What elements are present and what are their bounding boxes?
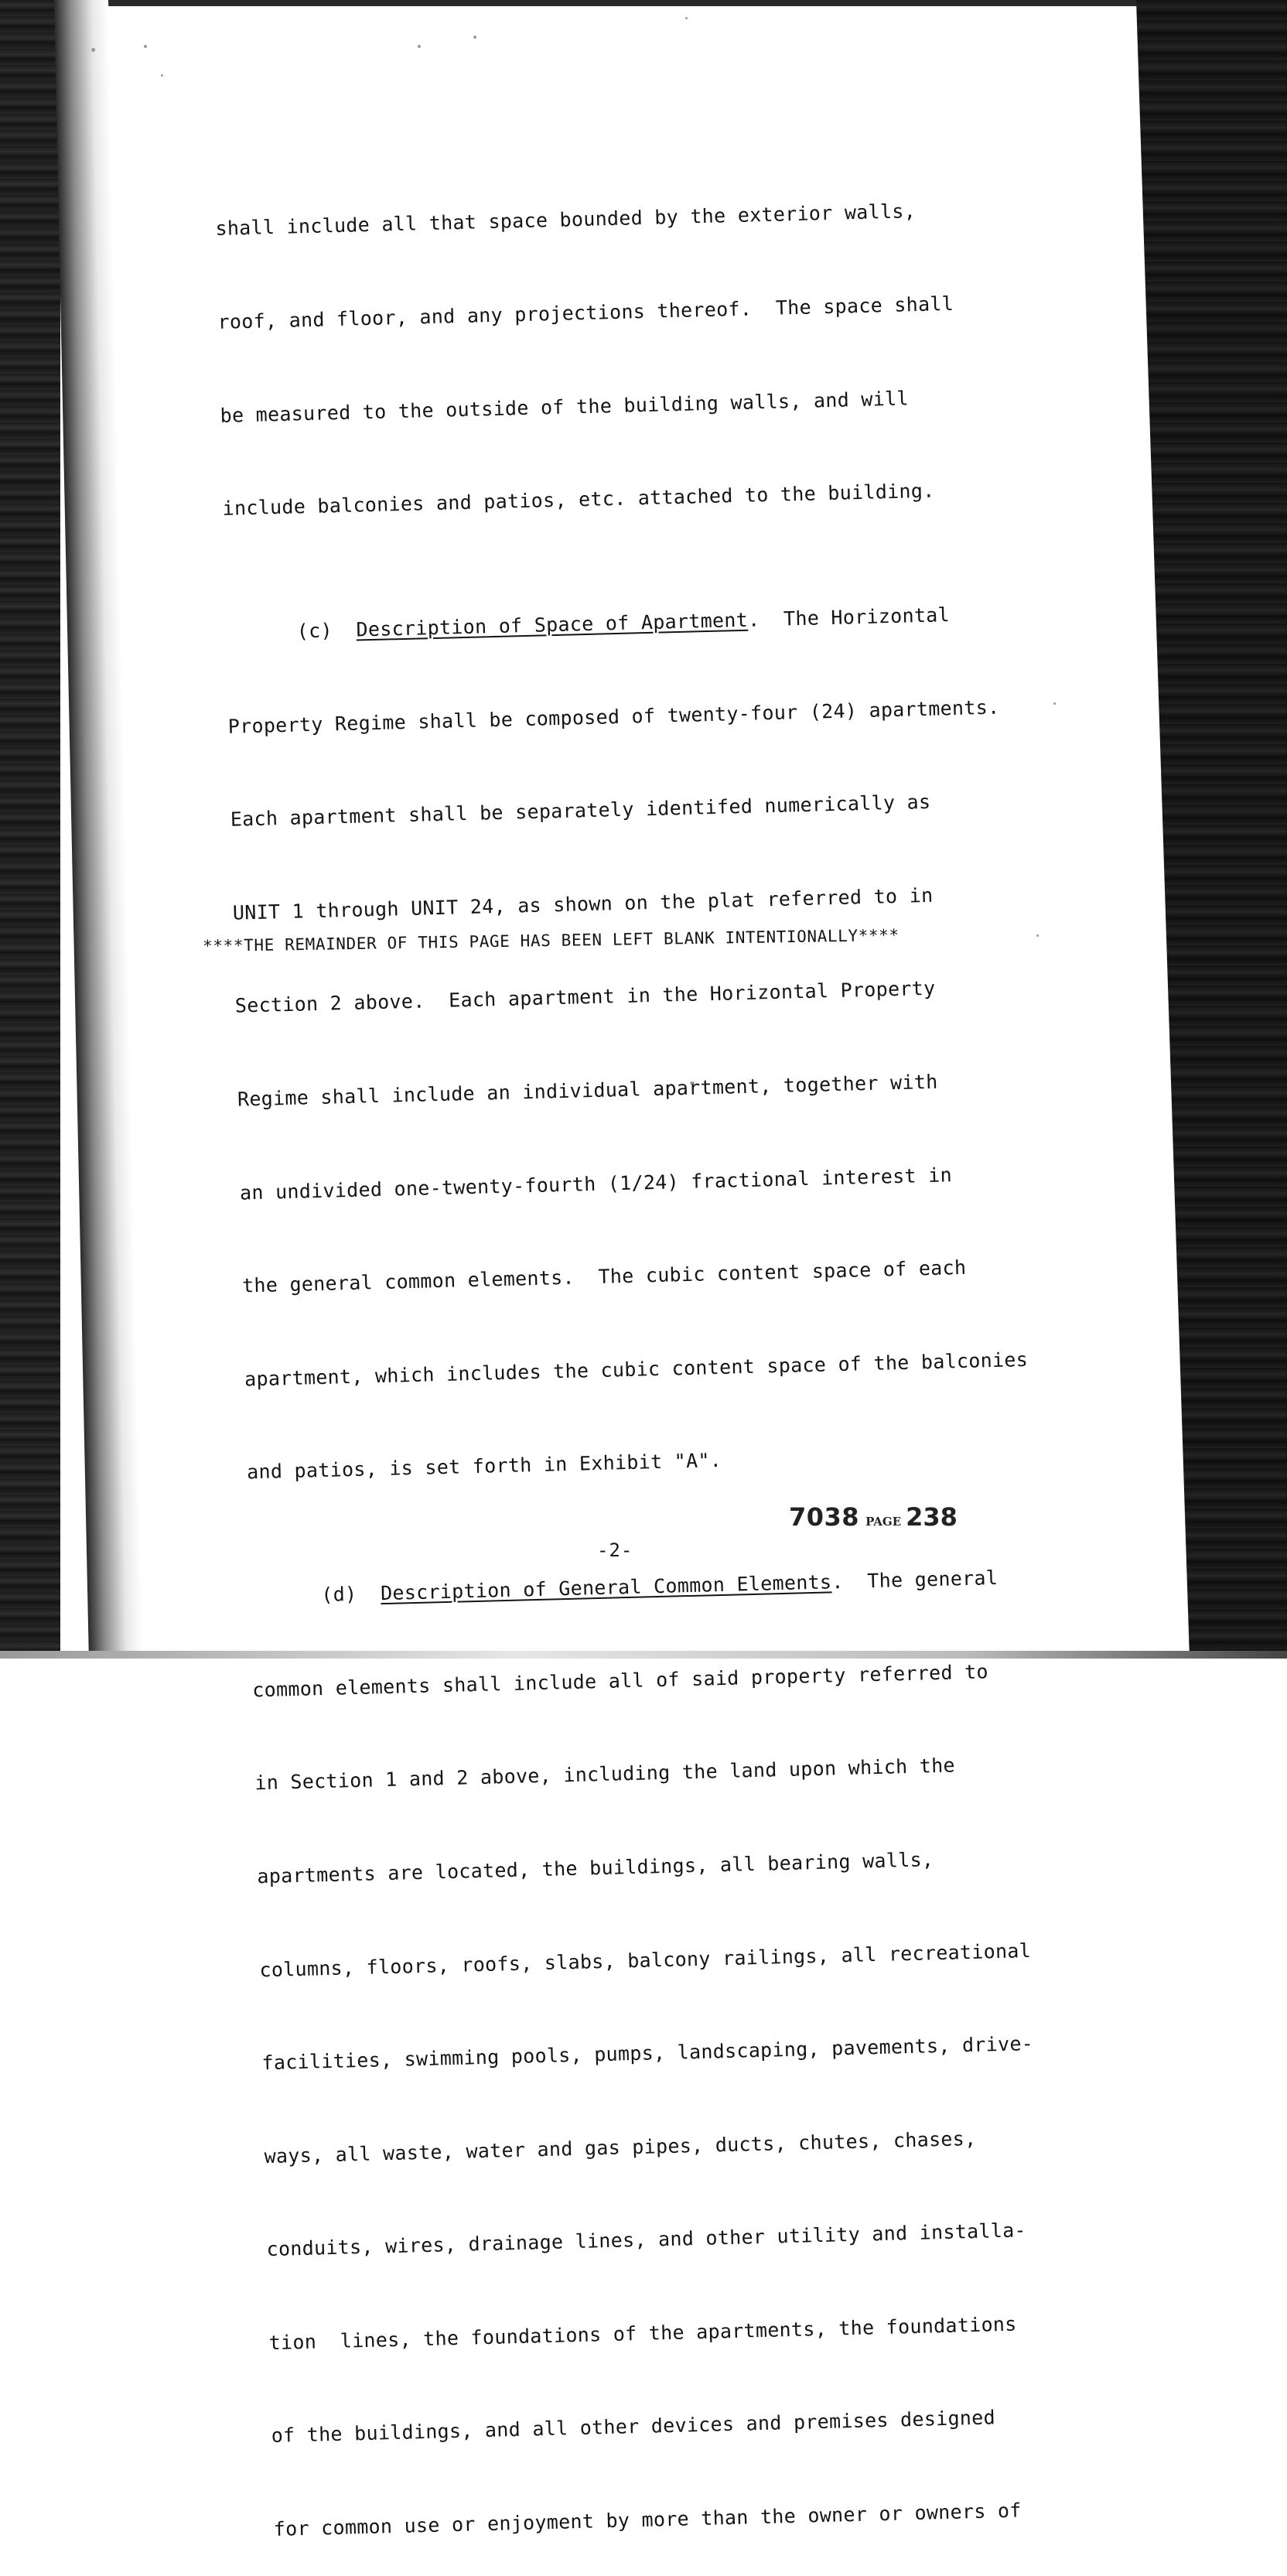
body-line: apartments are located, the buildings, all bearing walls,	[257, 1848, 934, 1888]
para-d-label: (d)	[320, 1583, 357, 1607]
body-line: an undivided one-twenty-fourth (1/24) fractional interest in	[239, 1163, 953, 1204]
scan-speck	[1036, 934, 1039, 937]
body-line: and patios, is set forth in Exhibit "A".	[246, 1449, 722, 1484]
scan-speck	[144, 45, 147, 48]
body-line: facilities, swimming pools, pumps, landscaping, pavements, drive-	[261, 2032, 1034, 2075]
blank-page-notice: ****THE REMAINDER OF THIS PAGE HAS BEEN LEFT BLANK INTENTIONALLY****	[203, 925, 900, 955]
body-line: tion lines, the foundations of the apartments, the foundations	[268, 2312, 1017, 2354]
scan-speck	[685, 17, 688, 19]
scan-speck	[473, 36, 476, 39]
book-number: 7038	[789, 1502, 860, 1532]
scan-speck	[1053, 702, 1056, 705]
scan-left-margin	[0, 0, 60, 1659]
body-line: be measured to the outside of the building walls, and will	[220, 386, 910, 427]
scan-right-margin	[1055, 0, 1287, 1659]
body-line: Regime shall include an individual apartment, together with	[237, 1070, 938, 1111]
body-line: roof, and floor, and any projections thereof. The space shall	[217, 292, 954, 333]
body-line: ways, all waste, water and gas pipes, ducts, chutes, chases,	[264, 2127, 977, 2168]
scan-top-border	[0, 0, 1287, 6]
body-line: common elements shall include all of said property referred to	[251, 1660, 989, 1702]
scan-speck	[161, 74, 163, 77]
scan-speck	[418, 45, 421, 48]
scan-left-edge	[54, 0, 143, 1659]
para-d-heading: Description of General Common Elements	[380, 1570, 832, 1605]
page-number: -2-	[597, 1539, 633, 1561]
para-c-first-line-rest: . The Horizontal	[747, 603, 951, 631]
scan-speck	[91, 48, 95, 52]
para-c-heading: Description of Space of Apartment	[356, 608, 749, 641]
document-body	[213, 132, 1063, 2576]
body-line: for common use or enjoyment by more than the owner or owners of	[273, 2499, 1022, 2541]
body-line: apartment, which includes the cubic content space of the balconies	[244, 1348, 1029, 1391]
body-line: in Section 1 and 2 above, including the land upon which the	[254, 1754, 956, 1795]
page-word: PAGE	[865, 1515, 902, 1529]
body-line: columns, floors, roofs, slabs, balcony railings, all recreational	[259, 1939, 1032, 1981]
body-line: conduits, wires, drainage lines, and other utility and installa-	[266, 2219, 1027, 2261]
body-line: Property Regime shall be composed of twenty-four (24) apartments.	[227, 695, 1000, 738]
body-line: Each apartment shall be separately identifed numerically as	[230, 790, 931, 831]
para-c-label: (c)	[296, 619, 333, 643]
body-line: UNIT 1 through UNIT 24, as shown on the plat referred to in	[232, 883, 934, 924]
book-page-stamp	[789, 1502, 958, 1532]
body-line: the general common elements. The cubic content space of each	[241, 1256, 967, 1297]
body-line: Section 2 above. Each apartment in the Horizontal Property	[234, 977, 936, 1018]
recording-page-number: 238	[906, 1502, 958, 1532]
para-d-first-line-rest: . The general	[831, 1566, 999, 1594]
body-line: of the buildings, and all other devices and premises designed	[271, 2406, 996, 2448]
body-line: shall include all that space bounded by the exterior walls,	[215, 200, 917, 241]
body-line: include balconies and patios, etc. attached to the building.	[222, 479, 935, 521]
para-c-first-line	[225, 598, 1015, 649]
para-d-first-line	[250, 1562, 1040, 1613]
